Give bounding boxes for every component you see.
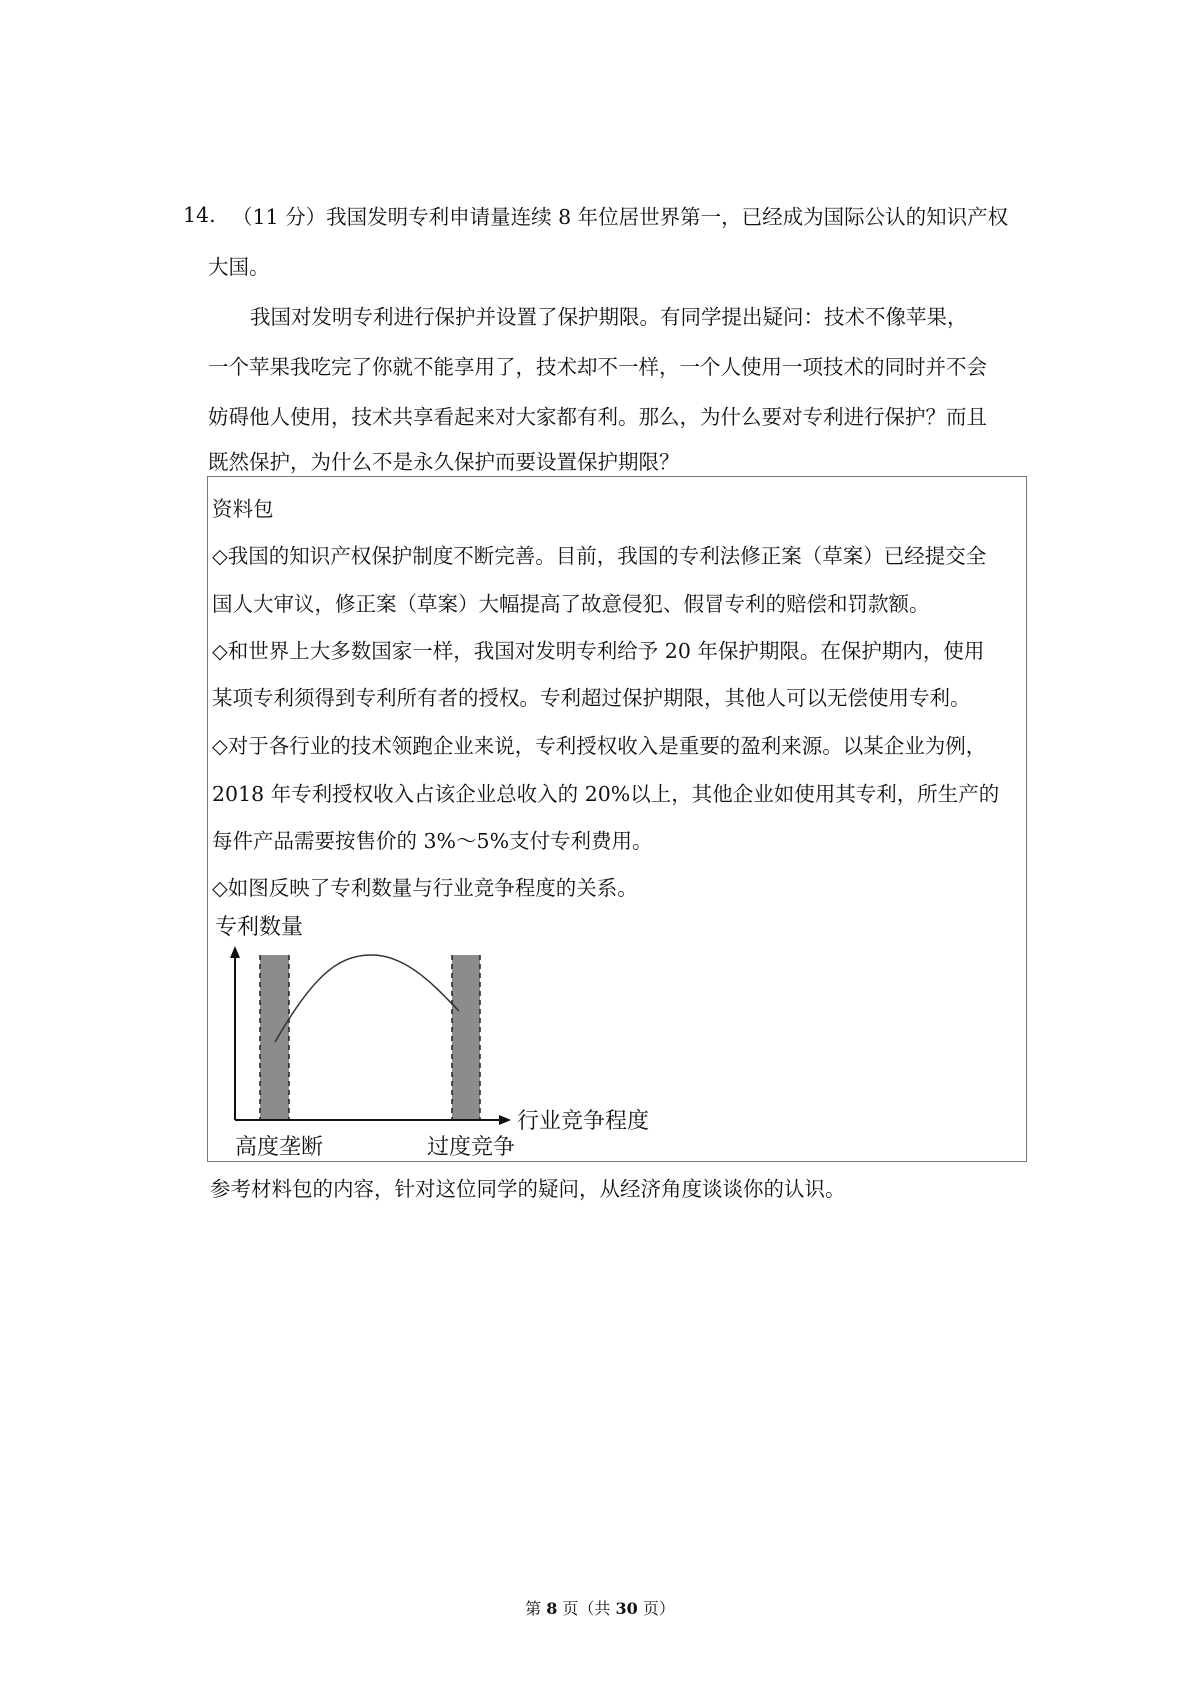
y-axis-arrow — [230, 946, 240, 958]
page-footer — [0, 1596, 1200, 1619]
y-axis-label: 专利数量 — [215, 915, 304, 940]
question-number: 14. — [183, 203, 216, 227]
question-intro-line-2: 大国。 — [208, 255, 270, 279]
material-line-2: 国人大审议，修正案（草案）大幅提高了故意侵犯、假冒专利的赔偿和罚款额。 — [212, 592, 930, 616]
footer-suffix: 页） — [637, 1599, 675, 1618]
question-paragraph-line-2: 一个苹果我吃完了你就不能享用了，技术却不一样，一个人使用一项技术的同时并不会 — [208, 355, 987, 379]
material-line-8: ◇如图反映了专利数量与行业竞争程度的关系。 — [212, 876, 638, 900]
footer-mid: 页（共 — [557, 1599, 616, 1618]
patent-count-curve — [275, 955, 459, 1042]
material-line-7: 每件产品需要按售价的 3%～5%支付专利费用。 — [212, 829, 653, 853]
material-line-1: ◇我国的知识产权保护制度不断完善。目前，我国的专利法修正案（草案）已经提交全 — [212, 544, 987, 568]
question-paragraph-line-4: 既然保护，为什么不是永久保护而要设置保护期限？ — [208, 450, 680, 474]
competition-zone-label: 过度竞争 — [427, 1135, 516, 1160]
x-axis-arrow — [499, 1115, 511, 1125]
material-title: 资料包 — [212, 497, 274, 521]
patent-competition-diagram — [205, 912, 685, 1162]
material-line-5: ◇对于各行业的技术领跑企业来说，专利授权收入是重要的盈利来源。以某企业为例， — [212, 734, 987, 758]
material-line-4: 某项专利须得到专利所有者的授权。专利超过保护期限，其他人可以无偿使用专利。 — [212, 686, 971, 710]
material-line-6: 2018 年专利授权收入占该企业总收入的 20%以上，其他企业如使用其专利，所生产的 — [212, 782, 1000, 806]
footer-prefix: 第 — [525, 1599, 547, 1618]
competition-zone-bar — [452, 955, 480, 1120]
footer-page-number: 8 — [546, 1599, 558, 1618]
question-paragraph-line-1: 我国对发明专利进行保护并设置了保护期限。有同学提出疑问：技术不像苹果， — [250, 305, 968, 329]
x-axis-label: 行业竞争程度 — [517, 1109, 650, 1134]
monopoly-zone-label: 高度垄断 — [235, 1135, 324, 1160]
footer-total-pages: 30 — [615, 1599, 638, 1618]
question-intro-line-1: （11 分）我国发明专利申请量连续 8 年位居世界第一，已经成为国际公认的知识产权 — [232, 205, 1009, 229]
monopoly-zone-bar — [260, 955, 289, 1120]
answer-prompt: 参考材料包的内容，针对这位同学的疑问，从经济角度谈谈你的认识。 — [210, 1177, 846, 1201]
material-line-3: ◇和世界上大多数国家一样，我国对发明专利给予 20 年保护期限。在保护期内，使用 — [212, 639, 985, 663]
question-paragraph-line-3: 妨碍他人使用，技术共享看起来对大家都有利。那么，为什么要对专利进行保护？而且 — [208, 405, 987, 429]
